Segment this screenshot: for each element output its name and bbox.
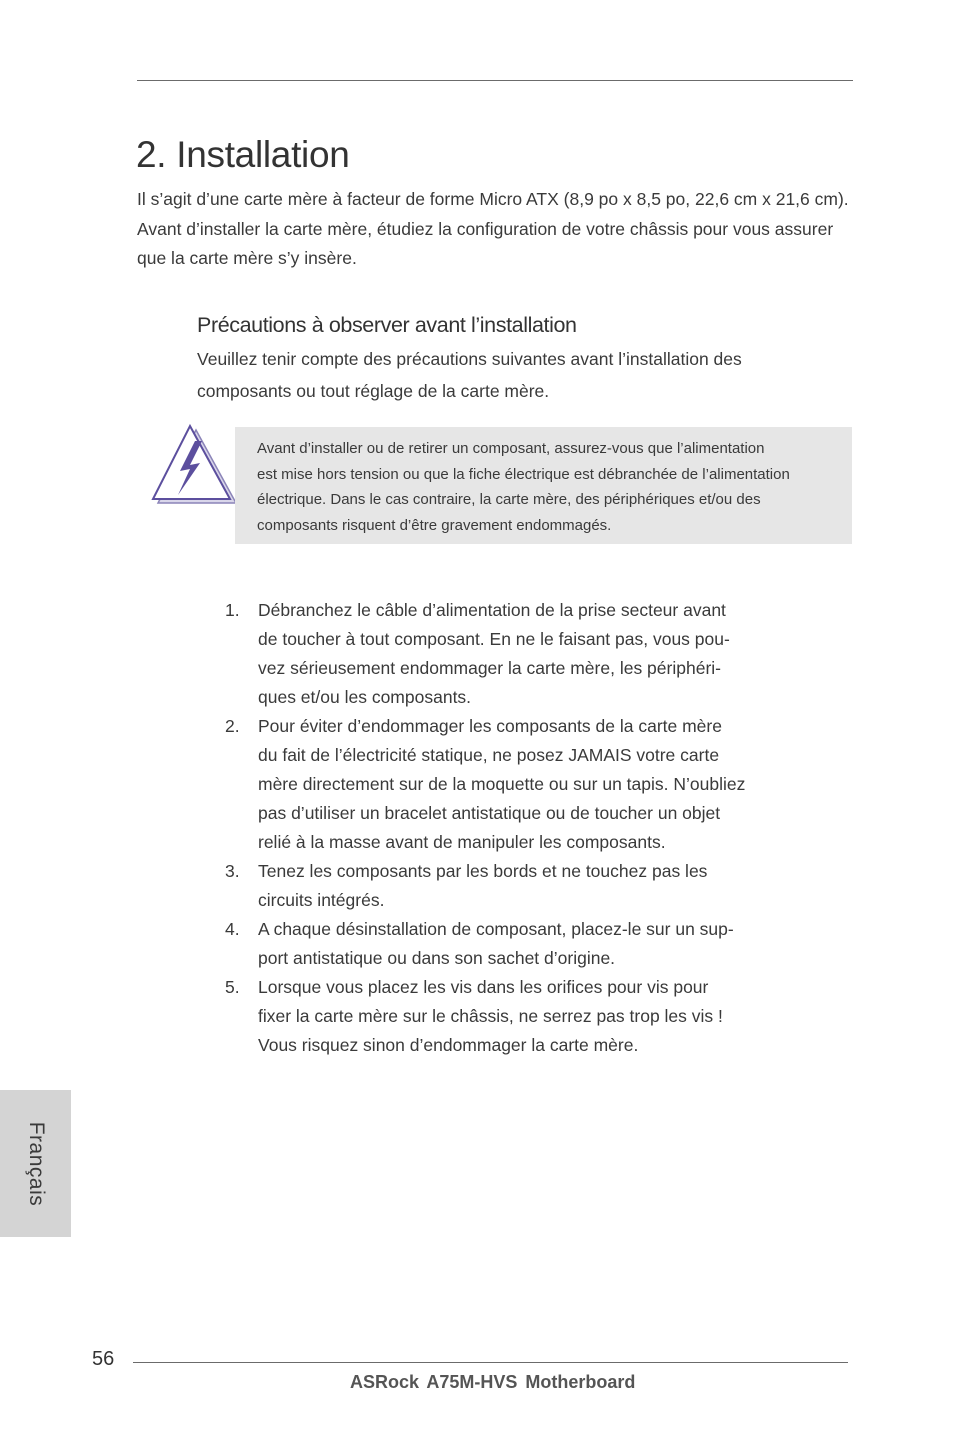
warning-line: composants risquent d’être gravement endommagés. [257, 516, 612, 534]
list-item [225, 973, 805, 1060]
page-title: 2. Installation [136, 134, 350, 175]
list-item [225, 596, 805, 712]
list-item [225, 712, 805, 857]
step-text: A chaque désinstallation de composant, placez-le sur un sup- port antistatique ou dans son sachet d’origine. [258, 919, 734, 968]
footer-rule [133, 1362, 848, 1363]
header-rule [137, 80, 853, 81]
intro-paragraph: Il s’agit d’une carte mère à facteur de forme Micro ATX (8,9 po x 8,5 po, 22,6 cm x 21,6 cm). Avant d’installer la carte mère, étudiez la configuration de votre châssis pour vous assurer que la carte mère s’y insère. [137, 189, 849, 268]
step-number: 5. [225, 977, 240, 997]
step-number: 4. [225, 919, 240, 939]
warning-text [257, 436, 857, 538]
warning-icon-graphic [150, 423, 238, 507]
warning-line: est mise hors tension ou que la fiche électrique est débranchée de l’alimentation [257, 465, 790, 483]
step-number: 2. [225, 716, 240, 736]
precautions-intro: Veuillez tenir compte des précautions suivantes avant l’installation des composants ou tout réglage de la carte mère. [197, 349, 742, 401]
footer-product-name: ASRock A75M-HVS Motherboard [350, 1372, 636, 1392]
step-text: Pour éviter d’endommager les composants de la carte mère du fait de l’électricité statique, ne posez JAMAIS votre carte mère directement sur de la moquette ou sur un tapis. N’oubliez pas d’utiliser un bracelet antistatique ou de toucher un objet relié à la masse avant de manipuler les composants. [258, 716, 746, 852]
warning-line: électrique. Dans le cas contraire, la carte mère, des périphériques et/ou des [257, 491, 761, 508]
step-number: 3. [225, 861, 240, 881]
warning-box [235, 427, 852, 544]
language-label: Français [24, 1121, 48, 1206]
step-text: Tenez les composants par les bords et ne touchez pas les circuits intégrés. [258, 861, 708, 910]
warning-triangle-lightning-icon [150, 423, 238, 507]
list-item [225, 857, 805, 915]
language-tab [0, 1090, 71, 1237]
precaution-steps-list [225, 596, 805, 1060]
list-item [225, 915, 805, 973]
step-number: 1. [225, 600, 240, 620]
step-text: Débranchez le câble d’alimentation de la prise secteur avant de toucher à tout composant. En ne le faisant pas, vous pou- vez sérieusement endommager la carte mère, les périphéri- ques et/ou les composants. [258, 600, 730, 707]
precautions-heading: Précautions à observer avant l’installation [197, 313, 577, 337]
warning-line: Avant d’installer ou de retirer un composant, assurez-vous que l’alimentation [257, 440, 765, 457]
page-number: 56 [92, 1348, 115, 1370]
step-text: Lorsque vous placez les vis dans les orifices pour vis pour fixer la carte mère sur le châssis, ne serrez pas trop les vis ! Vous risquez sinon d’endommager la carte mère. [258, 977, 723, 1055]
